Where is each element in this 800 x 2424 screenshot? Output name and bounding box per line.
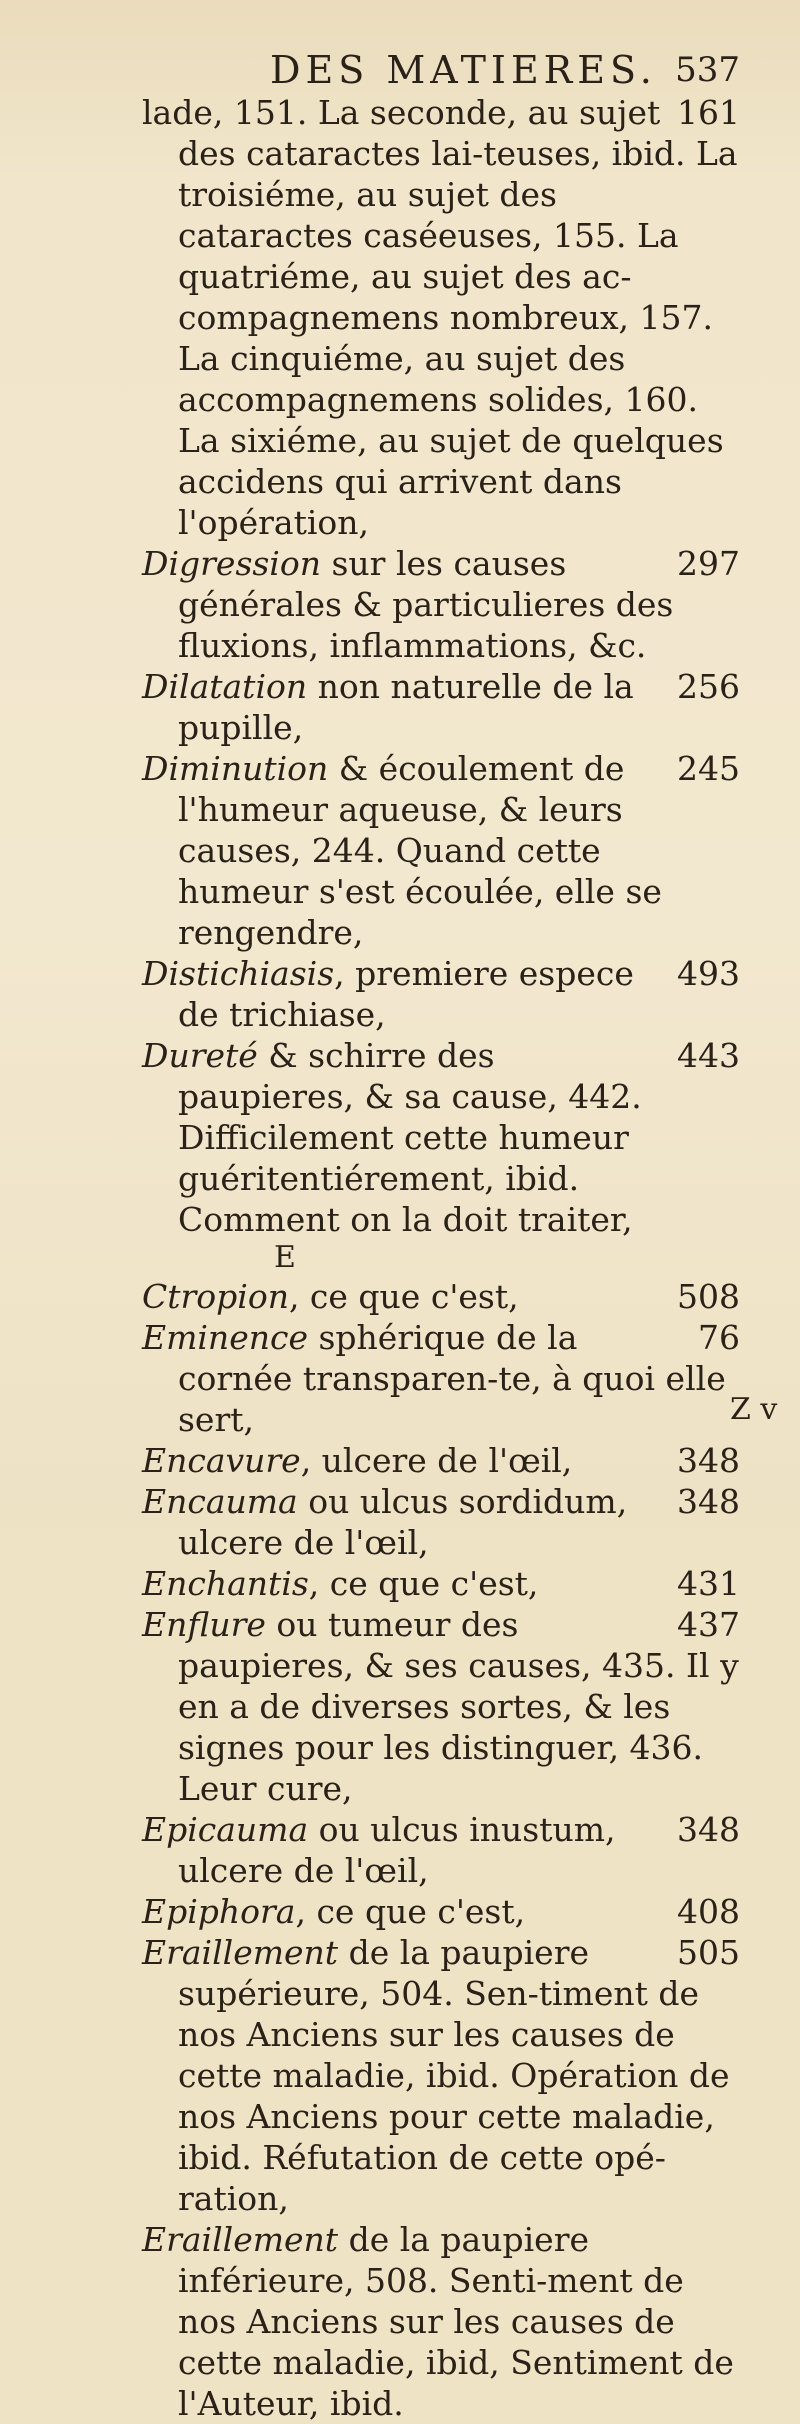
index-entry (0, 748, 800, 953)
entry-text: lade, 151. La seconde, au sujet des cataractes lai-teuses, ibid. La troisiéme, au sujet des cataractes caséeuses, 155. La quatriéme, au sujet des ac-compagnemens nombreux, 157. La cinquiéme, au sujet des accompagnemens solides, 160. La sixiéme, au sujet de quelques accidens qui arrivent dans l'opération, (142, 93, 738, 542)
entry-text: de la paupiere supérieure, 504. Sen-timent de nos Anciens sur les causes de cette maladie, ibid. Opération de nos Anciens pour cette maladie, ibid. Réfutation de cette opé-ration, (178, 1933, 730, 2218)
entry-text: , premiere espece de trichiase, (178, 954, 634, 1034)
entry-page: 443 (677, 1036, 740, 1075)
index-entry (0, 666, 800, 748)
entry-head: Dilatation (142, 667, 308, 706)
entry-head: Enflure (142, 1605, 266, 1644)
index-entry (0, 1604, 800, 1809)
entry-page: 76 (698, 1318, 740, 1357)
entry-head: Eraillement (142, 1933, 339, 1972)
entry-page: 348 (677, 1482, 740, 1521)
entry-page: 408 (677, 1892, 740, 1931)
index-entry (0, 543, 800, 666)
entry-head: Diminution (142, 749, 329, 788)
section-letter: E (274, 1240, 296, 1275)
entry-page: 437 (677, 1605, 740, 1644)
entry-page: 505 (677, 1933, 740, 1972)
entry-text: non naturelle de la pupille, (178, 667, 634, 747)
entry-head: Eraillement (142, 2220, 339, 2259)
entry-text: ou tumeur des paupieres, & ses causes, 435. Il y en a de diverses sortes, & les signes pour les distinguer, 436. Leur cure, (178, 1605, 739, 1808)
entry-page: 256 (677, 667, 740, 706)
entry-head: Encavure (142, 1441, 301, 1480)
entry-page: 348 (677, 1810, 740, 1849)
entry-head: Distichiasis (142, 954, 335, 993)
entry-text: , ce que c'est, (288, 1277, 519, 1316)
entry-text: sphérique de la cornée transparen-te, à quoi elle sert, (178, 1318, 726, 1439)
entry-head: Epiphora (142, 1892, 296, 1931)
index-entries (0, 92, 800, 2424)
signature-mark: Z v (730, 1392, 778, 1427)
entry-head: Dureté (142, 1036, 258, 1075)
index-entry (0, 1932, 800, 2219)
entry-text: & schirre des paupieres, & sa cause, 442. Difficilement cette humeur guéritentiérement, ibid. Comment on la doit traiter, (178, 1036, 642, 1239)
entry-page: 348 (677, 1441, 740, 1480)
entry-page: 297 (677, 544, 740, 583)
entry-text: ou ulcus sordidum, ulcere de l'œil, (178, 1482, 628, 1562)
index-entry (0, 2219, 800, 2424)
entry-page: 161 (677, 93, 740, 132)
entry-text: de la paupiere inférieure, 508. Senti-ment de nos Anciens sur les causes de cette maladie, ibid, Sentiment de l'Auteur, ibid. (178, 2220, 734, 2423)
index-entry (0, 1440, 800, 1481)
index-entry (0, 92, 800, 543)
entry-head: Digression (142, 544, 321, 583)
entry-page: 493 (677, 954, 740, 993)
entries-e (0, 1276, 800, 2424)
entries-d (0, 92, 800, 1240)
index-entry (0, 1035, 800, 1240)
index-entry (0, 1563, 800, 1604)
entry-text: ou ulcus inustum, ulcere de l'œil, (178, 1810, 616, 1890)
page-number: 537 (675, 50, 740, 90)
header-title: DES MATIERES. (270, 48, 657, 92)
index-entry (0, 1809, 800, 1891)
entry-head: Encauma (142, 1482, 298, 1521)
entry-text: , ulcere de l'œil, (300, 1441, 573, 1480)
entry-head: Enchantis (142, 1564, 309, 1603)
entry-head: Eminence (142, 1318, 308, 1357)
index-entry (0, 1317, 800, 1440)
entry-page: 431 (677, 1564, 740, 1603)
index-entry (0, 1276, 800, 1317)
entry-head: Epicauma (142, 1810, 309, 1849)
entry-page: 245 (677, 749, 740, 788)
index-entry (0, 953, 800, 1035)
entry-page: 508 (677, 1277, 740, 1316)
entry-text: & écoulement de l'humeur aqueuse, & leurs causes, 244. Quand cette humeur s'est écoulée, elle se rengendre, (178, 749, 662, 952)
running-header (0, 48, 800, 98)
entry-text: sur les causes générales & particulieres des fluxions, inflammations, &c. (178, 544, 674, 665)
entry-text: , ce que c'est, (295, 1892, 526, 1931)
index-entry (0, 1891, 800, 1932)
entry-text: , ce que c'est, (308, 1564, 539, 1603)
index-entry (0, 1481, 800, 1563)
entry-head: Ctropion (142, 1277, 289, 1316)
